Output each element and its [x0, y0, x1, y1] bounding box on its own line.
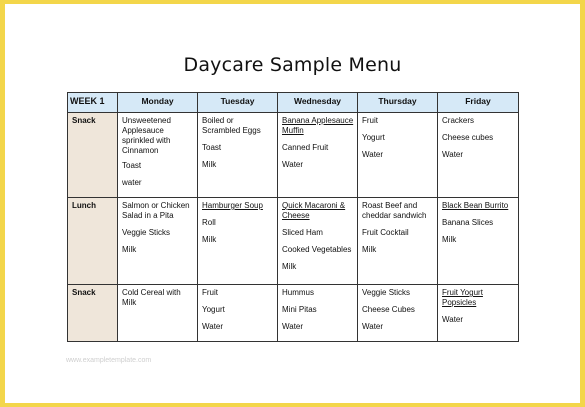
menu-item: Milk: [202, 160, 217, 169]
menu-item: Banana Slices: [442, 218, 494, 227]
day-header-monday: Monday: [118, 93, 198, 113]
menu-cell: [278, 113, 358, 198]
menu-item: Cheese Cubes: [362, 305, 415, 314]
menu-item: Water: [282, 160, 304, 169]
menu-item-link[interactable]: Hamburger Soup: [202, 201, 263, 210]
menu-item: Water: [282, 322, 304, 331]
day-header-thursday: Thursday: [358, 93, 438, 113]
menu-item: Toast: [202, 143, 222, 152]
menu-item: Crackers: [442, 116, 475, 125]
menu-item: Water: [202, 322, 224, 331]
menu-item: Milk: [282, 262, 297, 271]
menu-table: [67, 92, 519, 342]
menu-item: Hummus: [282, 288, 315, 297]
menu-cell: [358, 198, 438, 285]
menu-item: Salmon or Chicken Salad in a Pita: [122, 201, 190, 220]
menu-cell: [358, 285, 438, 342]
menu-cell: [438, 285, 519, 342]
footer-watermark: www.exampletemplate.com: [66, 357, 152, 364]
table-row: [68, 285, 519, 342]
menu-cell: [118, 285, 198, 342]
day-header-tuesday: Tuesday: [198, 93, 278, 113]
menu-item: Water: [442, 150, 464, 159]
menu-cell: [438, 113, 519, 198]
menu-item: Boiled or Scrambled Eggs: [202, 116, 261, 135]
menu-cell: [118, 113, 198, 198]
menu-item: Veggie Sticks: [362, 288, 411, 297]
menu-item-link[interactable]: Fruit Yogurt Popsicles: [442, 288, 483, 307]
table-row: [68, 113, 519, 198]
week-header: WEEK 1: [68, 93, 118, 113]
menu-item: water: [122, 178, 142, 187]
menu-item: Canned Fruit: [282, 143, 329, 152]
meal-label: Snack: [68, 113, 118, 198]
menu-cell: [278, 285, 358, 342]
menu-item: Milk: [122, 245, 137, 254]
menu-item: Fruit: [202, 288, 218, 297]
menu-item: Roll: [202, 218, 216, 227]
menu-item: Sliced Ham: [282, 228, 323, 237]
menu-item-link[interactable]: Banana Applesauce Muffin: [282, 116, 354, 135]
menu-item: Yogurt: [362, 133, 385, 142]
menu-item: Unsweetened Applesauce sprinkled with Cinnamon: [122, 116, 171, 155]
day-header-friday: Friday: [438, 93, 519, 113]
menu-item: Cheese cubes: [442, 133, 494, 142]
header-row: [68, 93, 519, 113]
menu-item: Water: [362, 322, 384, 331]
menu-item: Water: [442, 315, 464, 324]
meal-label: Lunch: [68, 198, 118, 285]
table-row: [68, 198, 519, 285]
menu-item: Milk: [442, 235, 457, 244]
menu-item-link[interactable]: Quick Macaroni & Cheese: [282, 201, 346, 220]
day-header-wednesday: Wednesday: [278, 93, 358, 113]
menu-item: Milk: [202, 235, 217, 244]
menu-cell: [198, 285, 278, 342]
page-title: Daycare Sample Menu: [183, 54, 402, 76]
menu-cell: [438, 198, 519, 285]
menu-item: Water: [362, 150, 384, 159]
menu-item: Milk: [362, 245, 377, 254]
menu-item: Mini Pitas: [282, 305, 317, 314]
menu-item: Fruit: [362, 116, 378, 125]
menu-page: [5, 4, 580, 403]
menu-cell: [198, 113, 278, 198]
menu-item: Veggie Sticks: [122, 228, 171, 237]
menu-item: Yogurt: [202, 305, 225, 314]
menu-cell: [118, 198, 198, 285]
menu-cell: [198, 198, 278, 285]
menu-item: Fruit Cocktail: [362, 228, 409, 237]
menu-item: Roast Beef and cheddar sandwich: [362, 201, 427, 220]
menu-cell: [278, 198, 358, 285]
menu-item-link[interactable]: Black Bean Burrito: [442, 201, 509, 210]
menu-item: Cold Cereal with Milk: [122, 288, 181, 307]
menu-item: Cooked Vegetables: [282, 245, 352, 254]
menu-cell: [358, 113, 438, 198]
menu-item: Toast: [122, 161, 142, 170]
meal-label: Snack: [68, 285, 118, 342]
